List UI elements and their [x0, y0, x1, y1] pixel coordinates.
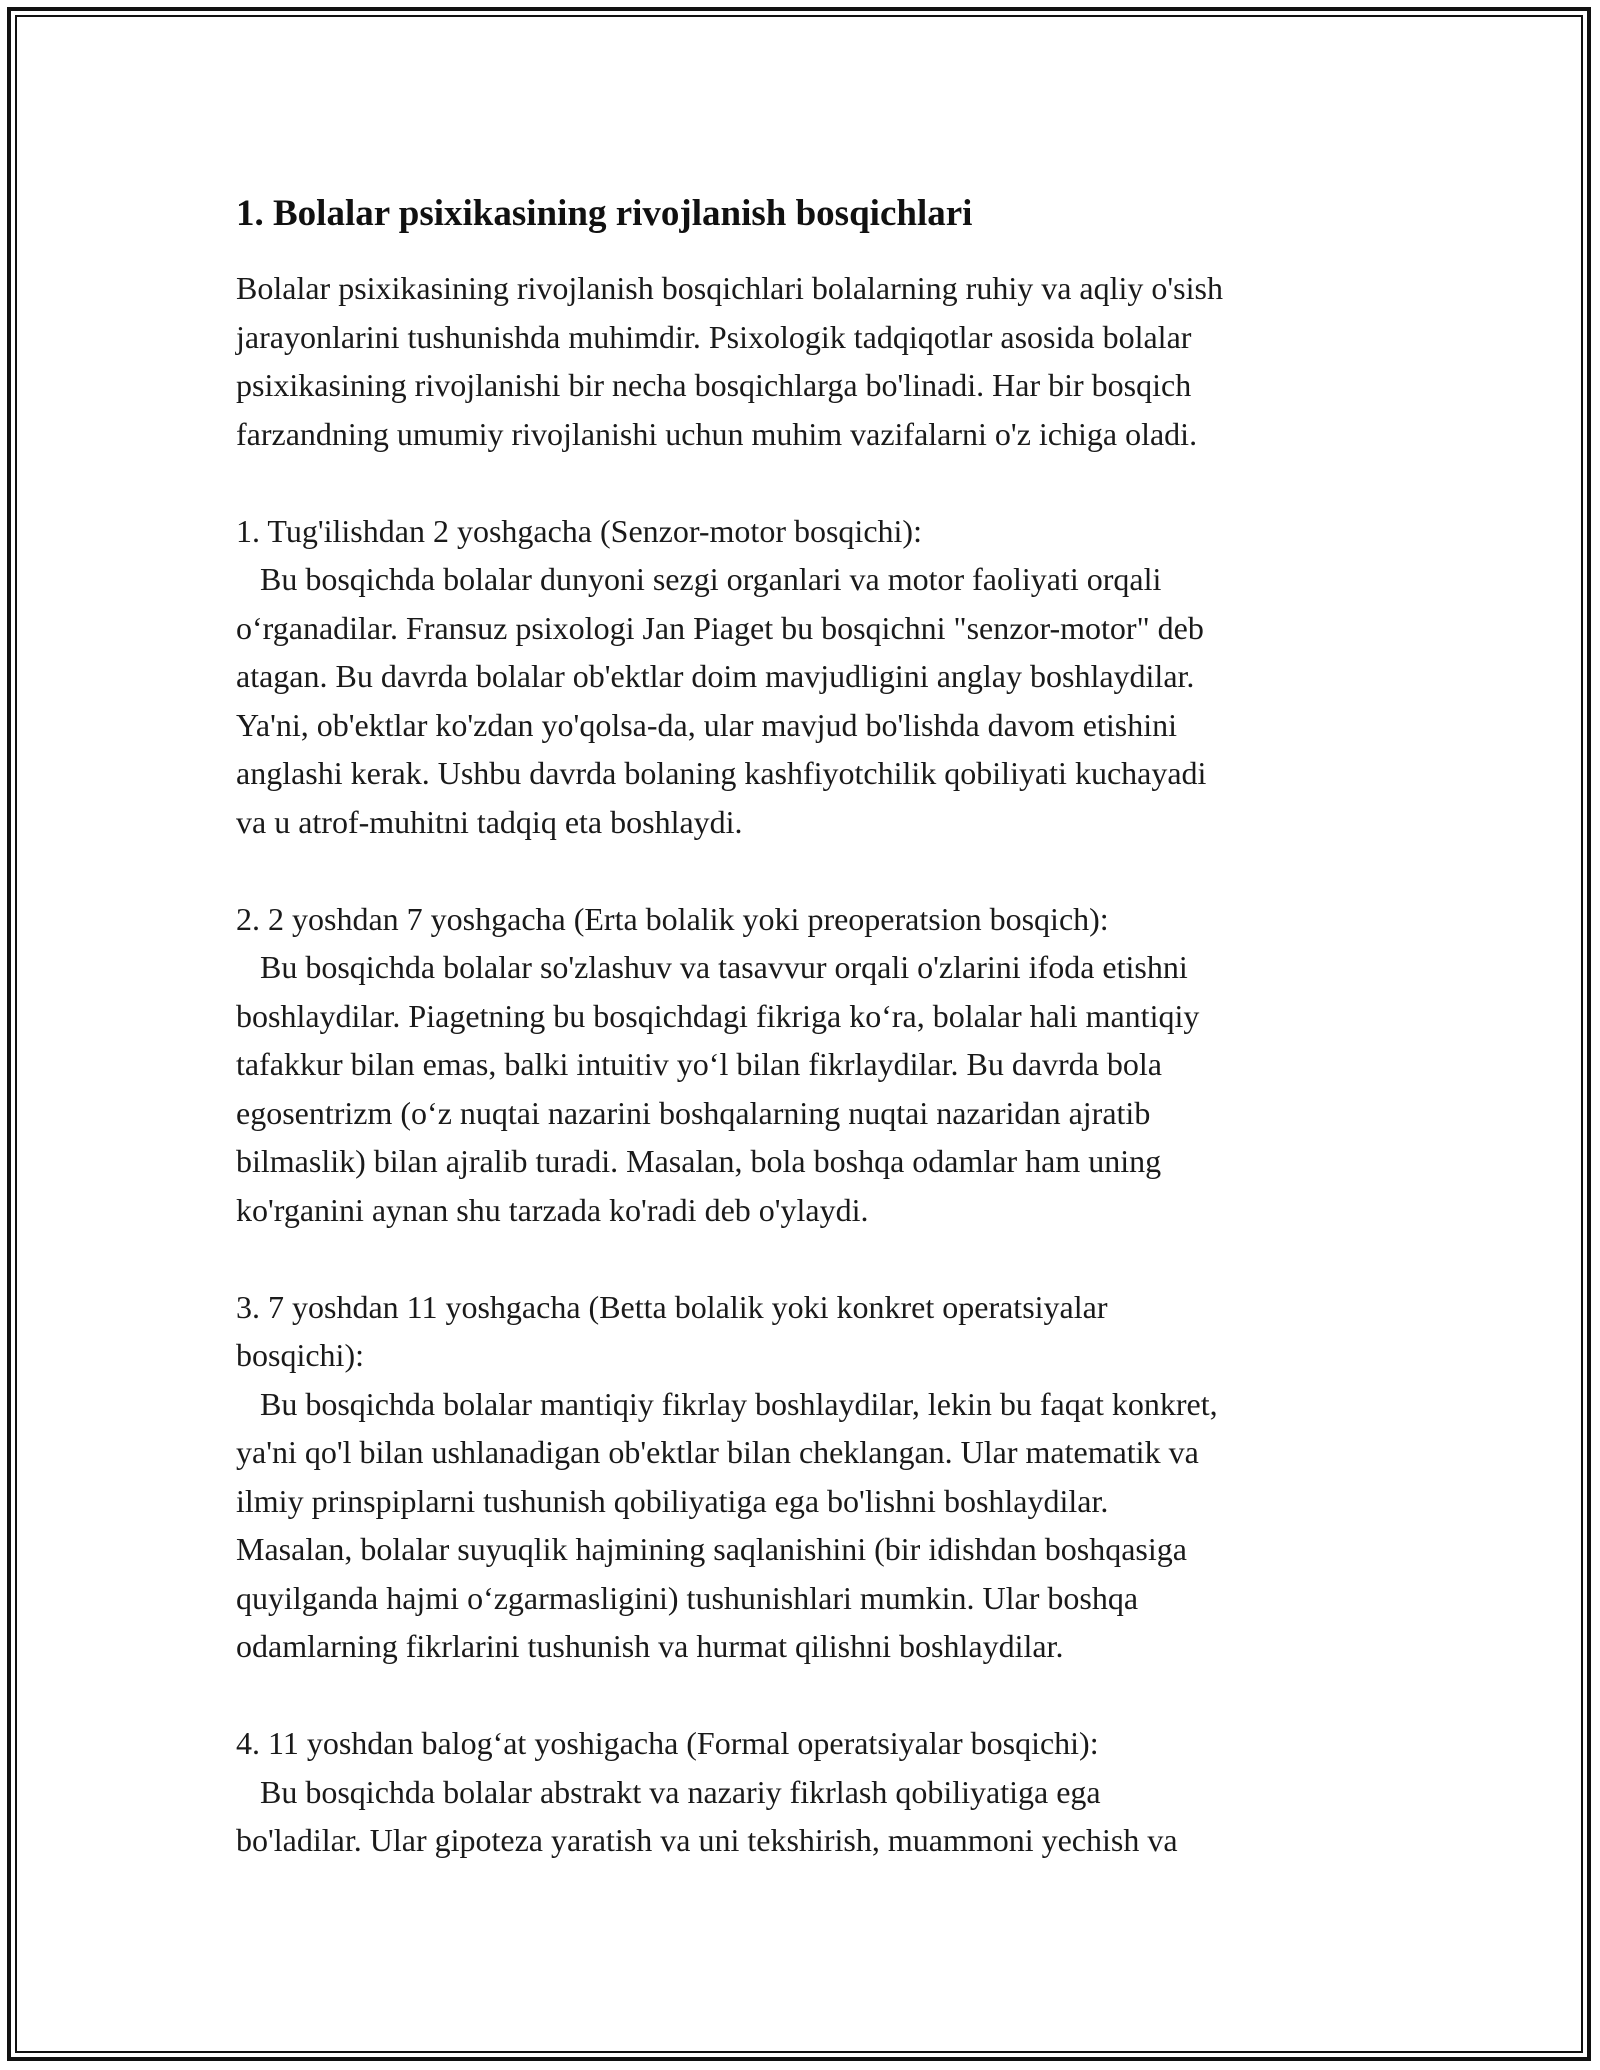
stage-section [236, 507, 1376, 895]
stage-section [236, 1283, 1376, 1720]
stage-heading: 3. 7 yoshdan 11 yoshgacha (Betta bolalik yoki konkret operatsiyalar bosqichi): [236, 1288, 1108, 1373]
stage-body: Bu bosqichda bolalar mantiqiy fikrlay boshlaydilar, lekin bu faqat konkret, ya'ni qo'l bilan ushlanadigan ob'ektlar bilan cheklangan. Ular matematik va ilmiy prinspiplarni tushunish qobiliyatiga ega bo'lishni boshlaydilar. Masalan, bolalar suyuqlik hajmining saqlanishini (bir idishdan boshqasiga quyilganda hajmi o‘zgarmasligini) tushunishlari mumkin. Ular boshqa odamlarning fikrlarini tushunish va hurmat qilishni boshlaydilar. [236, 1385, 1218, 1664]
stage-section [236, 895, 1376, 1283]
document-body [236, 186, 1376, 1865]
stage-heading: 1. Tug'ilishdan 2 yoshgacha (Senzor-motor bosqichi): [236, 512, 922, 549]
paragraph-spacer [236, 846, 1376, 895]
stage-section [236, 1719, 1376, 1865]
stage-heading: 2. 2 yoshdan 7 yoshgacha (Erta bolalik yoki preoperatsion bosqich): [236, 900, 1109, 937]
document-title: 1. Bolalar psixikasining rivojlanish bosqichlari [236, 193, 973, 234]
stage-body: Bu bosqichda bolalar abstrakt va nazariy fikrlash qobiliyatiga ega bo'ladilar. Ular gipoteza yaratish va uni tekshirish, muammoni yechish va [236, 1773, 1178, 1858]
stage-body: Bu bosqichda bolalar so'zlashuv va tasavvur orqali o'zlarini ifoda etishni boshlaydilar. Piagetning bu bosqichdagi fikriga ko‘ra, bolalar hali mantiqiy tafakkur bilan emas, balki intuitiv yo‘l bilan fikrlaydilar. Bu davrda bola egosentrizm (o‘z nuqtai nazarini boshqalarning nuqtai nazaridan ajratib bilmaslik) bilan ajralib turadi. Masalan, bola boshqa odamlar ham uning ko'rganini aynan shu tarzada ko'radi deb o'ylaydi. [236, 949, 1200, 1228]
paragraph-spacer [236, 458, 1376, 507]
stage-body: Bu bosqichda bolalar dunyoni sezgi organlari va motor faoliyati orqali o‘rganadilar. Fransuz psixologi Jan Piaget bu bosqichni "senzor-motor" deb atagan. Bu davrda bolalar ob'ektlar doim mavjudligini anglay boshlaydilar. Ya'ni, ob'ektlar ko'zdan yo'qolsa-da, ular mavjud bo'lishda davom etishini anglashi kerak. Ushbu davrda bolaning kashfiyotchilik qobiliyati kuchayadi va u atrof-muhitni tadqiq eta boshlaydi. [236, 561, 1207, 840]
paragraph-spacer [236, 1234, 1376, 1283]
stage-heading: 4. 11 yoshdan balog‘at yoshigacha (Formal operatsiyalar bosqichi): [236, 1725, 1099, 1761]
intro-paragraph: Bolalar psixikasining rivojlanish bosqichlari bolalarning ruhiy va aqliy o'sish jarayonlarini tushunishda muhimdir. Psixologik tadqiqotlar asosida bolalar psixikasining rivojlanishi bir necha bosqichlarga bo'linadi. Har bir bosqich farzandning umumiy rivojlanishi uchun muhim vazifalarni o'z ichiga oladi. [236, 270, 1223, 452]
paragraph-spacer [236, 1671, 1376, 1720]
